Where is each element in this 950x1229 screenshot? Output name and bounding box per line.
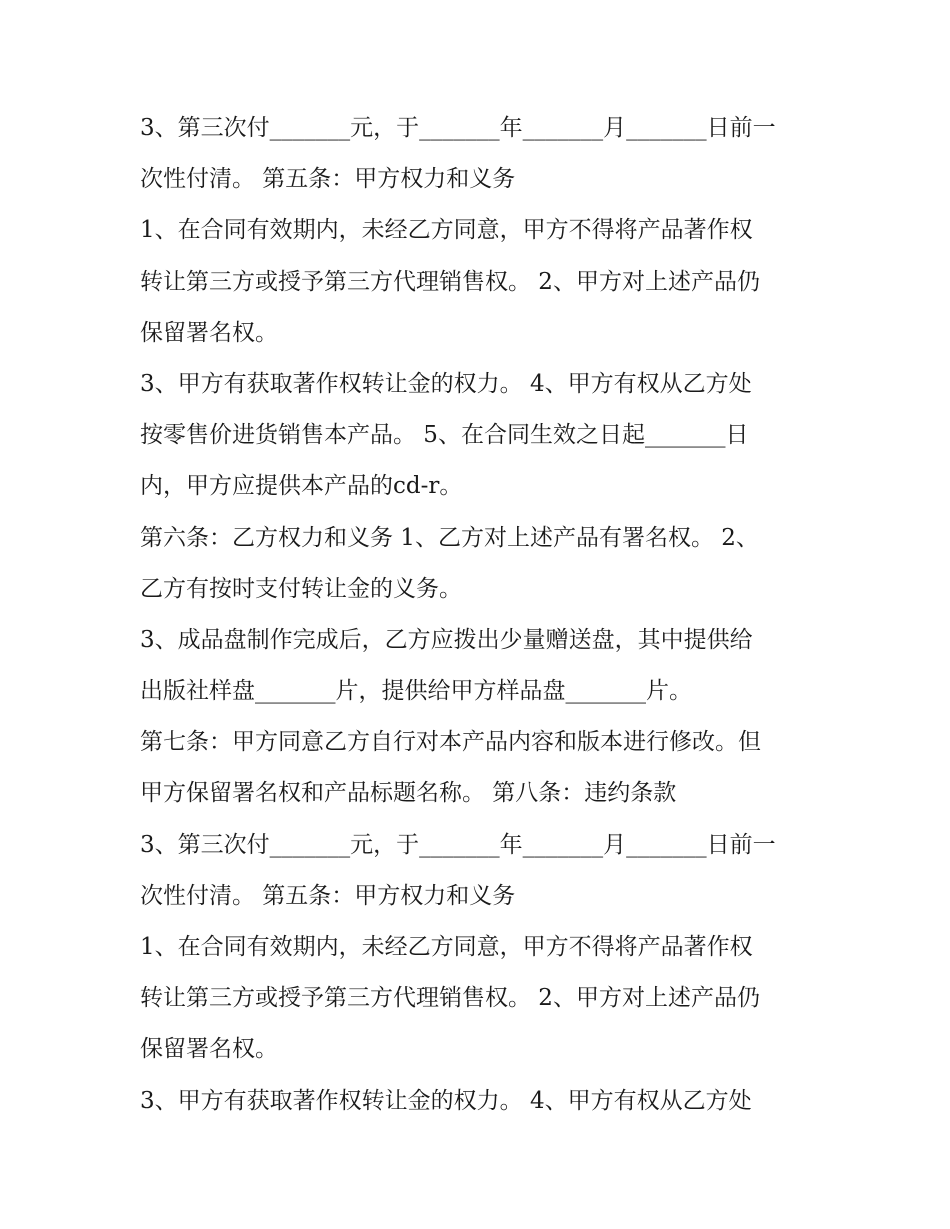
text-line: 次性付清。 第五条：甲方权力和义务 bbox=[140, 882, 516, 909]
document-body bbox=[140, 103, 820, 1127]
text-line: 内，甲方应提供本产品的cd-r。 bbox=[140, 473, 463, 500]
paragraph-party-a-rights-3 bbox=[140, 359, 820, 513]
text-line: 3、成品盘制作完成后，乙方应拨出少量赠送盘，其中提供给 bbox=[140, 626, 753, 653]
text-line: 3、甲方有获取著作权转让金的权力。 4、甲方有权从乙方处 bbox=[140, 1087, 752, 1114]
paragraph-article-seven bbox=[140, 717, 820, 819]
text-line: 第七条：甲方同意乙方自行对本产品内容和版本进行修改。但 bbox=[140, 729, 761, 756]
paragraph-sample-discs bbox=[140, 615, 820, 717]
paragraph-article-six bbox=[140, 513, 820, 615]
text-line: 保留署名权。 bbox=[140, 319, 278, 346]
text-line: 甲方保留署名权和产品标题名称。 第八条：违约条款 bbox=[140, 780, 677, 807]
text-line: 转让第三方或授予第三方代理销售权。 2、甲方对上述产品仍 bbox=[140, 268, 760, 295]
text-line: 1、在合同有效期内，未经乙方同意，甲方不得将产品著作权 bbox=[140, 217, 753, 244]
paragraph-party-a-rights-1-repeat bbox=[140, 922, 820, 1076]
text-line: 第六条：乙方权力和义务 1、乙方对上述产品有署名权。 2、 bbox=[140, 524, 759, 551]
text-line: 次性付清。 第五条：甲方权力和义务 bbox=[140, 166, 516, 193]
text-line: 按零售价进货销售本产品。 5、在合同生效之日起_______日 bbox=[140, 422, 749, 449]
text-line: 出版社样盘_______片，提供给甲方样品盘_______片。 bbox=[140, 678, 692, 705]
paragraph-party-a-rights-1 bbox=[140, 205, 820, 359]
paragraph-payment-third bbox=[140, 103, 820, 205]
paragraph-party-a-rights-3-repeat bbox=[140, 1076, 820, 1127]
paragraph-payment-third-repeat bbox=[140, 820, 820, 922]
text-line: 3、甲方有获取著作权转让金的权力。 4、甲方有权从乙方处 bbox=[140, 370, 752, 397]
text-line: 3、第三次付_______元，于_______年_______月_______日前一 bbox=[140, 115, 776, 141]
text-line: 3、第三次付_______元，于_______年_______月_______日前一 bbox=[140, 831, 776, 858]
text-line: 乙方有按时支付转让金的义务。 bbox=[140, 575, 462, 602]
text-line: 保留署名权。 bbox=[140, 1036, 278, 1063]
text-line: 1、在合同有效期内，未经乙方同意，甲方不得将产品著作权 bbox=[140, 934, 753, 960]
text-line: 转让第三方或授予第三方代理销售权。 2、甲方对上述产品仍 bbox=[140, 985, 760, 1012]
